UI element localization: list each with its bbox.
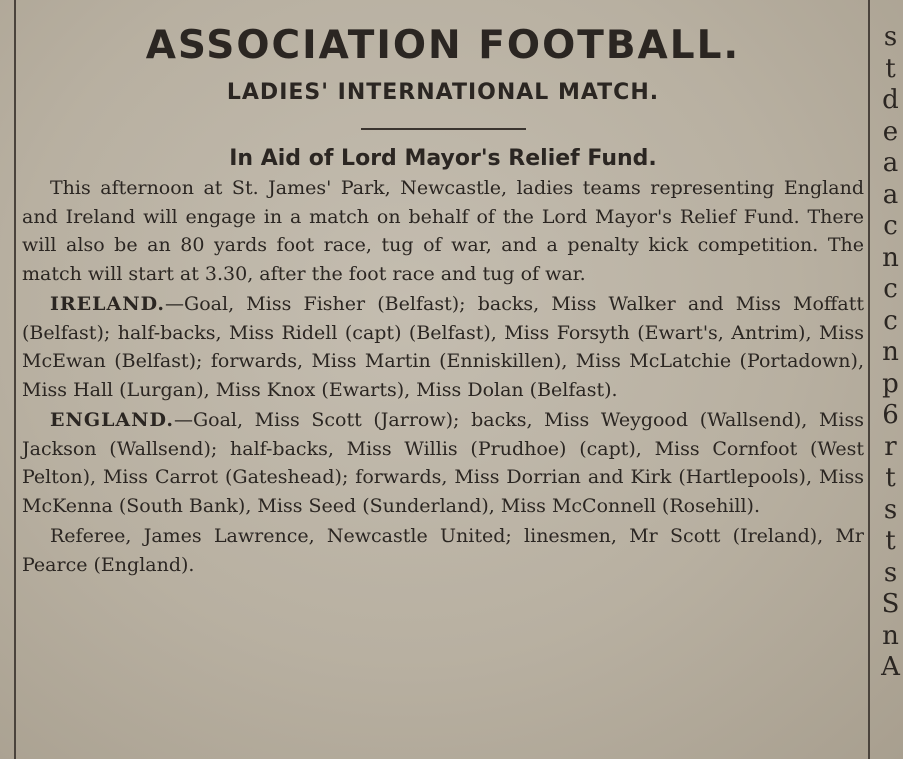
england-label: ENGLAND. xyxy=(50,409,174,431)
adjacent-column-letter: s xyxy=(883,494,898,525)
adjacent-column-letter: S xyxy=(881,589,900,619)
adjacent-column-letter: A xyxy=(881,652,900,682)
headline: ASSOCIATION FOOTBALL. xyxy=(145,23,741,68)
adjacent-column-letter: a xyxy=(882,148,899,178)
officials-paragraph: Referee, James Lawrence, Newcastle United; linesmen, Mr Scott (Ireland), Mr Pearce (England). xyxy=(22,525,864,576)
intro-paragraph: This afternoon at St. James' Park, Newcastle, ladies teams representing England and Ireland will engage in a match on behalf of the Lord Mayor's Relief Fund. There will also be an 80 yards foot race, tug of war, and a penalty kick competition. The match will start at 3.30, after the foot race and tug of war. xyxy=(22,177,864,285)
section-divider xyxy=(361,128,526,130)
adjacent-column-letter: r xyxy=(884,431,897,462)
adjacent-column-fragment xyxy=(878,0,903,759)
adjacent-column-letter: t xyxy=(885,53,896,84)
adjacent-column-letter: t xyxy=(885,526,896,556)
adjacent-column-letter: n xyxy=(882,242,899,273)
column-rule-right xyxy=(868,0,870,759)
adjacent-column-letter: n xyxy=(882,337,899,367)
england-lineup: —Goal, Miss Scott (Jarrow); backs, Miss Weygood (Wallsend), Miss Jackson (Wallsend); half-backs, Miss Willis (Prudhoe) (capt), Miss Cornfoot (West Pelton), Miss Carrot (Gateshead); forwards, Miss Dorrian and Kirk (Hartlepools), Miss McKenna (South Bank), Miss Seed (Sunderland), Miss McConnell (Rosehill). xyxy=(22,409,864,517)
adjacent-column-letter: c xyxy=(883,211,898,241)
article-column xyxy=(22,20,864,579)
subheadline: LADIES' INTERNATIONAL MATCH. xyxy=(226,80,660,105)
adjacent-column-letter: c xyxy=(883,305,898,336)
adjacent-column-letter: t xyxy=(885,463,896,493)
adjacent-column-letter: 6 xyxy=(882,400,899,430)
ireland-label: IRELAND. xyxy=(50,293,166,315)
adjacent-column-letter: e xyxy=(882,116,899,147)
england-paragraph xyxy=(22,406,864,520)
adjacent-column-letter: d xyxy=(882,85,899,115)
ireland-lineup: —Goal, Miss Fisher (Belfast); backs, Miss Walker and Miss Moffatt (Belfast); half-backs, Miss Ridell (capt) (Belfast), Miss Forsyth (Ewart's, Antrim), Miss McEwan (Belfast); forwards, Miss Martin (Enniskillen), Miss McLatchie (Portadown), Miss Hall (Lurgan), Miss Knox (Ewarts), Miss Dolan (Belfast). xyxy=(22,293,864,401)
adjacent-column-letter: c xyxy=(883,274,898,304)
adjacent-column-letter: s xyxy=(883,22,898,52)
ireland-paragraph xyxy=(22,290,864,404)
adjacent-column-letter: a xyxy=(882,179,899,210)
section-heading: In Aid of Lord Mayor's Relief Fund. xyxy=(229,146,657,171)
column-rule-left xyxy=(14,0,16,759)
adjacent-column-letter: s xyxy=(883,557,898,588)
adjacent-column-letter: n xyxy=(882,620,899,651)
adjacent-column-letter: p xyxy=(882,368,899,399)
